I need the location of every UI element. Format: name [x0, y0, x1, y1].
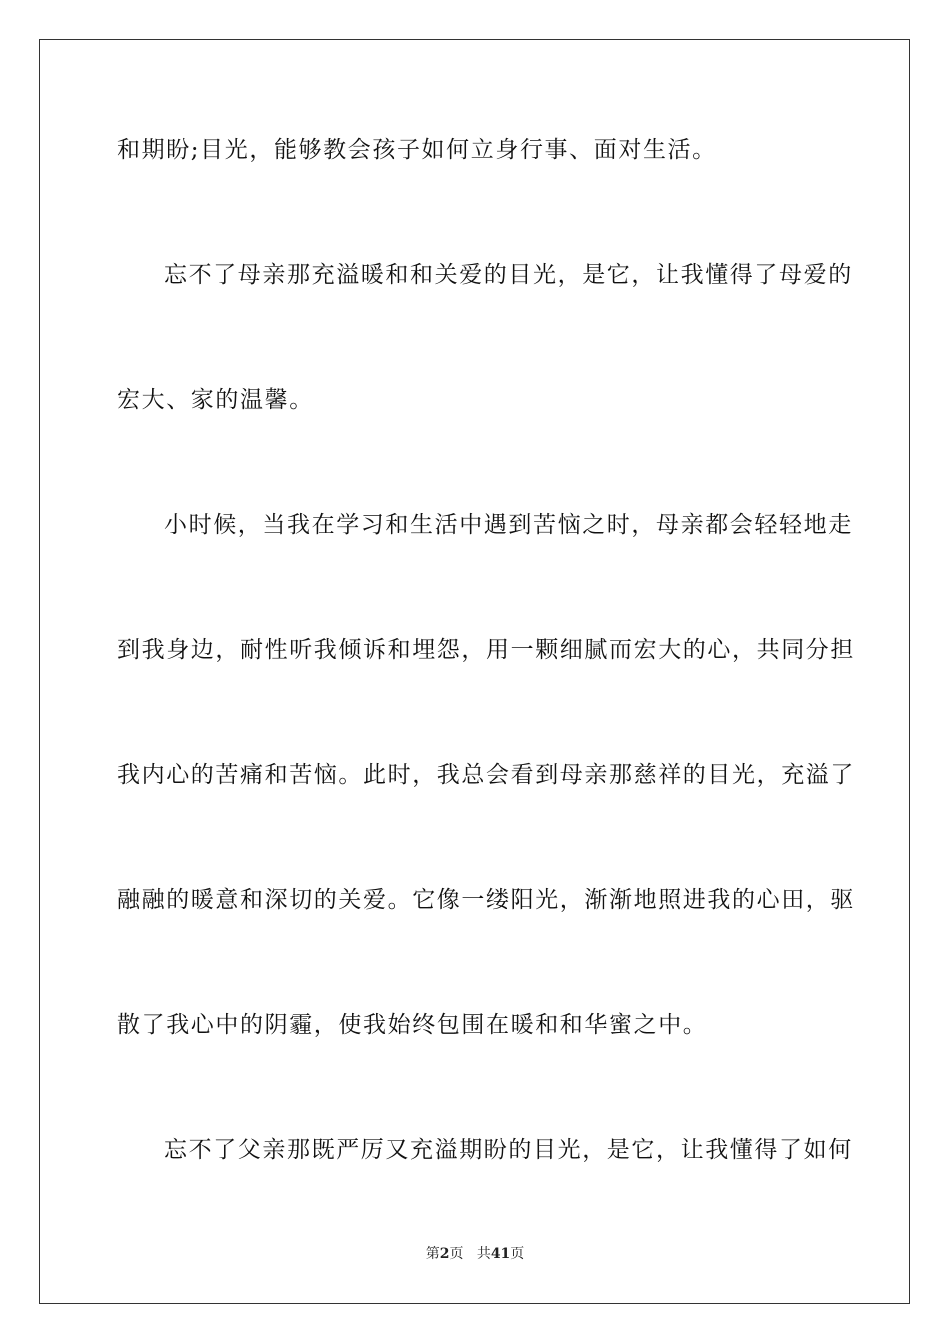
footer-total-pages: 41 — [490, 1246, 511, 1262]
text-line: 宏大、家的温馨。 — [117, 387, 314, 413]
paragraph-start-line: 忘不了父亲那既严厉又充溢期盼的目光，是它，让我懂得了如何 — [164, 1137, 853, 1163]
text-line: 融融的暖意和深切的关爱。它像一缕阳光，渐渐地照进我的心田，驱 — [117, 887, 855, 913]
paragraph-start-line: 小时候，当我在学习和生活中遇到苦恼之时，母亲都会轻轻地走 — [164, 512, 853, 538]
text-line: 散了我心中的阴霾，使我始终包围在暖和和华蜜之中。 — [117, 1012, 708, 1038]
page-footer — [0, 1243, 950, 1263]
page-border — [39, 39, 910, 1304]
footer-total-suffix: 页 — [510, 1246, 525, 1262]
text-line: 到我身边，耐性听我倾诉和埋怨，用一颗细腻而宏大的心，共同分担 — [117, 637, 855, 663]
text-line: 和期盼;目光，能够教会孩子如何立身行事、面对生活。 — [117, 137, 717, 163]
text-line: 我内心的苦痛和苦恼。此时，我总会看到母亲那慈祥的目光，充溢了 — [117, 762, 855, 788]
footer-page-number: 2 — [439, 1246, 450, 1262]
footer-total-prefix: 共 — [476, 1246, 491, 1262]
footer-page-prefix: 第 — [425, 1246, 440, 1262]
paragraph-start-line: 忘不了母亲那充溢暖和和关爱的目光，是它，让我懂得了母爱的 — [164, 262, 853, 288]
footer-page-suffix: 页 — [449, 1246, 464, 1262]
